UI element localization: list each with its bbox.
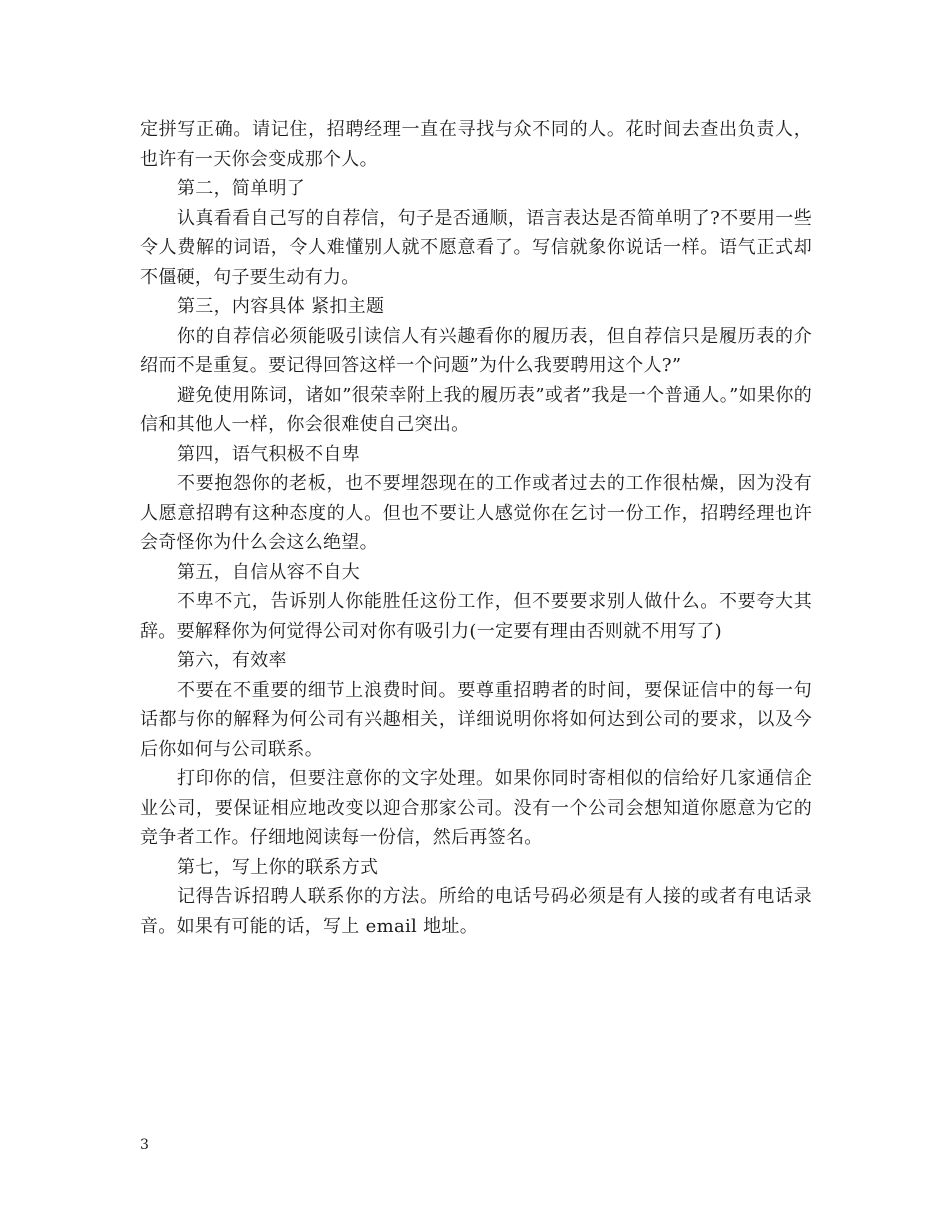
section-heading-2: 第二，简单明了 <box>177 178 306 199</box>
section-heading-5: 第五，自信从容不自大 <box>177 561 360 583</box>
section-heading-3: 第三，内容具体 紧扣主题 <box>177 296 385 317</box>
page-number: 3 <box>140 1137 149 1153</box>
paragraph-contact-info: 记得告诉招聘人联系你的方法。所给的电话号码必须是有人接的或者有电话录音。如果有可能的话，写上 email 地址。 <box>140 886 812 937</box>
paragraph-confidence: 不卑不亢，告诉别人你能胜任这份工作，但不要要求别人做什么。不要夸大其辞。要解释你为何觉得公司对你有吸引力(一定要有理由否则就不用写了) <box>140 591 812 642</box>
section-heading-6: 第六，有效率 <box>177 650 287 671</box>
paragraph-efficiency: 不要在不重要的细节上浪费时间。要尊重招聘者的时间，要保证信中的每一句话都与你的解释为何公司有兴趣相关，详细说明你将如何达到公司的要求，以及今后你如何与公司联系。 <box>140 679 812 760</box>
document-body <box>140 115 812 941</box>
section-heading-4: 第四，语气积极不自卑 <box>177 443 360 465</box>
paragraph-continuation: 定拼写正确。请记住，招聘经理一直在寻找与众不同的人。花时间去查出负责人，也许有一天你会变成那个人。 <box>140 119 812 170</box>
paragraph-concise: 认真看看自己写的自荐信，句子是否通顺，语言表达是否简单明了?不要用一些令人费解的词语，令人难懂别人就不愿意看了。写信就象你说话一样。语气正式却不僵硬，句子要生动有力。 <box>140 207 812 288</box>
paragraph-printing: 打印你的信，但要注意你的文字处理。如果你同时寄相似的信给好几家通信企业公司，要保证相应地改变以迎合那家公司。没有一个公司会想知道你愿意为它的竞争者工作。仔细地阅读每一份信，然后再签名。 <box>140 768 812 848</box>
section-heading-7: 第七，写上你的联系方式 <box>177 856 379 878</box>
paragraph-specific-content: 你的自荐信必须能吸引读信人有兴趣看你的履历表，但自荐信只是履历表的介绍而不是重复。要记得回答这样一个问题”为什么我要聘用这个人?” <box>140 325 812 376</box>
paragraph-positive-tone: 不要抱怨你的老板，也不要埋怨现在的工作或者过去的工作很枯燥，因为没有人愿意招聘有这种态度的人。但也不要让人感觉你在乞讨一份工作，招聘经理也许会奇怪你为什么会这么绝望。 <box>140 473 812 553</box>
paragraph-avoid-cliches: 避免使用陈词，诸如”很荣幸附上我的履历表”或者”我是一个普通人。”如果你的信和其他人一样，你会很难使自己突出。 <box>140 384 812 435</box>
